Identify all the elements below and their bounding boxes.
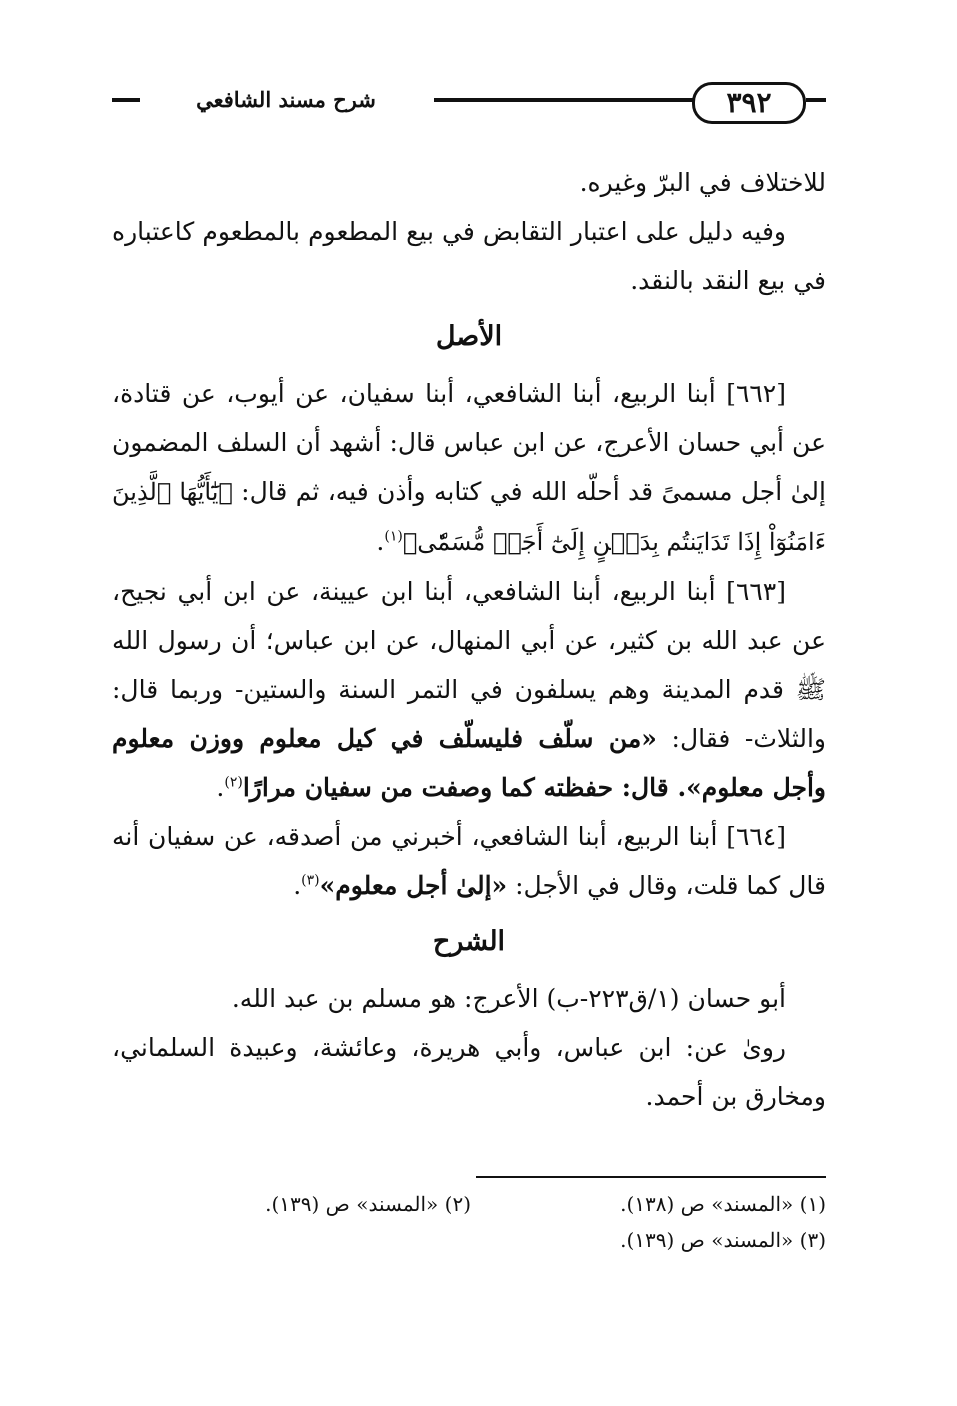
hadith-quote: «إلىٰ أجل معلوم»: [319, 871, 508, 900]
footnote-ref: (٢): [224, 774, 243, 791]
footnote-ref: (١): [384, 528, 403, 545]
footnote-3: (٣) «المسند» ص (١٣٩).: [620, 1228, 826, 1252]
footnote-separator: [476, 1176, 826, 1178]
hadith-quote: «من سلّف فليسلّف في كيل معلوم ووزن معلوم وأجل معلوم». قال: حفظته كما وصفت من سفيان مرارًا: [112, 724, 826, 802]
footnote-line: [112, 1186, 826, 1222]
hadith-text: أبنا الربيع، أبنا الشافعي، أبنا سفيان، عن أيوب، عن قتادة، عن أبي حسان الأعرج، عن ابن عباس قال: أشهد أن السلف المضمون إلىٰ أجل مسمىً قد أحلّه الله في كتابه وأذن فيه، ثم قال:: [112, 379, 826, 506]
commentary-paragraph: روىٰ عن: ابن عباس، وأبي هريرة، وعائشة، وعبيدة السلماني، ومخارق بن أحمد.: [112, 1033, 826, 1111]
footnote-2: (٢) «المسند» ص (١٣٩).: [265, 1192, 471, 1216]
paragraph-note: وفيه دليل على اعتبار التقابض في بيع المطعوم بالمطعوم كاعتباره في بيع النقد بالنقد.: [112, 217, 826, 295]
footnote-line: [112, 1222, 826, 1258]
header-rule-right: [806, 98, 826, 102]
commentary-paragraph: أبو حسان (١/ق٢٢٣-ب) الأعرج: هو مسلم بن عبد الله.: [231, 984, 786, 1013]
section-heading-sharh: الشرح: [432, 926, 506, 957]
footnote-ref: (٣): [301, 872, 320, 889]
header-rule-left: [112, 98, 140, 102]
hadith-number: [٦٦٣]: [726, 577, 786, 606]
quran-verse: ﴿يَٰٓأَيُّهَا ٱلَّذِينَ ءَامَنُوٓاْ إِذَا تَدَايَنتُم بِدَيۡنٍ إِلَىٰٓ أَجَلٖ مُّسَمّٗى﴾: [112, 478, 826, 556]
hadith-663: [٦٦٣] أبنا الربيع، أبنا الشافعي، أبنا ابن عيينة، عن ابن أبي نجيح، عن عبد الله بن كثير، عن أبي المنهال، عن ابن عباس؛ أن رسول الله ﷺ قدم المدينة وهم يسلفون في التمر السنة والستين- وربما قال: والثلاث- فقال: «من سلّف فليسلّف في كيل معلوم ووزن معلوم وأجل معلوم». قال: حفظته كما وصفت من سفيان مرارًا$^{(٢)}$.: [112, 577, 827, 802]
page-number: ٣٩٢: [692, 82, 806, 124]
hadith-664: [٦٦٤] أبنا الربيع، أبنا الشافعي، أخبرني من أصدقه، عن سفيان أنه قال كما قلت، وقال في الأجل: «إلىٰ أجل معلوم»$^{(٣)}$.: [112, 822, 826, 900]
hadith-662: [٦٦٢] أبنا الربيع، أبنا الشافعي، أبنا سفيان، عن أيوب، عن قتادة، عن أبي حسان الأعرج، عن ابن عباس قال: أشهد أن السلف المضمون إلىٰ أجل مسمىً قد أحلّه الله في كتابه وأذن فيه، ثم قال: ﴿يَٰٓأَيُّهَا ٱلَّذِينَ ءَامَنُوٓاْ إِذَا تَدَايَنتُم بِدَيۡنٍ إِلَىٰٓ أَجَلٖ مُّسَمّٗى﴾$^{(١)}$.: [112, 379, 826, 556]
section-heading-asl: الأصل: [435, 321, 503, 352]
running-title: شرح مسند الشافعي: [196, 87, 376, 112]
footnote-1: (١) «المسند» ص (١٣٨).: [620, 1192, 826, 1216]
hadith-text: أبنا الربيع، أبنا الشافعي، أخبرني من أصدقه، عن سفيان أنه قال كما قلت، وقال في الأجل:: [112, 822, 826, 900]
hadith-text: أبنا الربيع، أبنا الشافعي، أبنا ابن عيينة، عن ابن أبي نجيح، عن عبد الله بن كثير، عن أبي المنهال، عن ابن عباس؛ أن رسول الله ﷺ قدم المدينة وهم يسلفون في التمر السنة والستين- وربما قال: والثلاث- فقال:: [112, 577, 827, 753]
hadith-number: [٦٦٤]: [726, 822, 787, 851]
main-text: [112, 158, 826, 1121]
hadith-number: [٦٦٢]: [726, 379, 787, 408]
paragraph-continuation: للاختلاف في البرّ وغيره.: [579, 168, 826, 197]
running-header: [112, 80, 826, 124]
footnotes: [112, 1186, 826, 1258]
